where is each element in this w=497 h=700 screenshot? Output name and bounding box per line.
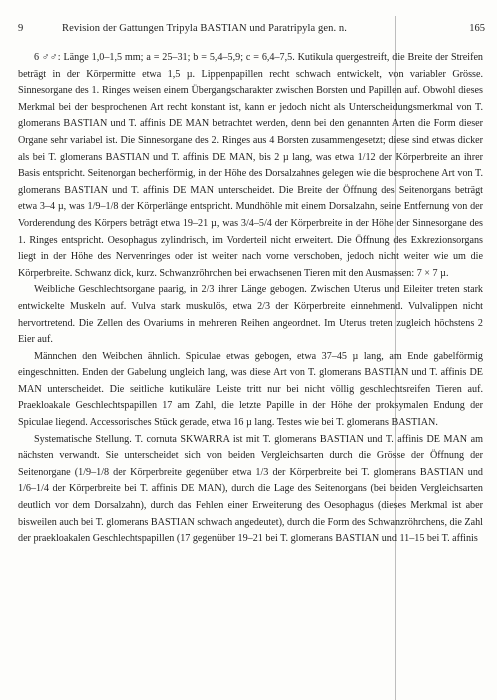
paragraph-systematic-position: Systematische Stellung. T. cornuta SKWARRA ist mit T. glomerans BASTIAN und T. affinis DE MAN am nächsten verwandt. Sie unterscheidet sich von beiden Vergleichsarten durch die Grösse der Öffnung der Seitenorgane (1/9–1/8 der Körperbreite gegenüber etwa 1/3 der Körperbreite bei T. glomerans BASTIAN und 1/6–1/4 der Körperbreite bei T. affinis DE MAN), durch die Lage des Seitenorgans (bei beiden Vergleichsarten deutlich vor dem Dorsalzahn), durch das Fehlen einer Erweiterung des Oesophagus (dieses Merkmal ist aber bisweilen auch bei T. glomerans BASTIAN schwach angedeutet), durch die Form des Schwanzröhrchens, die Zahl der praekloakalen Geschlechtspapillen (17 gegenüber 19–21 bei T. glomerans BASTIAN und 11–15 bei T. affinis xyxy=(18,433,483,545)
paragraph-male-description: 6 ♂♂: Länge 1,0–1,5 mm; a = 25–31; b = 5,4–5,9; c = 6,4–7,5. Kutikula quergestreift, die Breite der Streifen beträgt in der Körpermitte etwa 1,5 µ. Lippenpapillen recht schwach entwickelt, von variabler Grösse. Sinnesorgane des 1. Ringes weisen einem Übergangscharakter zwischen Borsten und Papillen auf. Obwohl dieses Merkmal bei der besprochenen Art recht konstant ist, kann er jedoch nicht als Unterscheidungsmerkmal von T. glomerans BASTIAN und T. affinis DE MAN betrachtet werden, denn bei den genannten Arten die Form dieser Organe sehr variabel ist. Die Sinnesorgane des 2. Ringes aus 4 Borsten zusammengesetzt; diese sind etwas dicker als bei T. glomerans BASTIAN und T. affinis DE MAN, bis 2 µ lang, was etwa 1/12 der Körperbreite an ihrer Basis entspricht. Seitenorgan becherförmig, in der Höhe des Dorsalzahnes gelegen wie die besprochene Art von T. glomerans BASTIAN und T. affinis DE MAN unterscheidet. Die Breite der Öffnung des Seitenorgans beträgt etwa 3–4 µ, was 1/9–1/8 der Körperlänge entspricht. Mundhöhle mit einem Dorsalzahn, seine Entfernung von der Vorderendung des Körpers beträgt etwa 19–21 µ, was 3/4–5/4 der Körperbreite in der Höhe der Sinnesorgane des 1. Ringes entspricht. Oesophagus zylindrisch, im Vorderteil nicht erweitert. Die Öffnung des Exkrezionsorgans liegt in der Höhe des Nervenringes oder ist weiter nach vorne verschoben, jedoch nicht weiter wie um die Körperbreite. Schwanz dick, kurz. Schwanzröhrchen bei erwachsenen Tieren mit den Ausmassen: 7 × 7 µ. xyxy=(18,52,483,279)
paragraph-female-organs: Weibliche Geschlechtsorgane paarig, in 2/3 ihrer Länge gebogen. Zwischen Uterus und Eileiter treten stark entwickelte Muskeln auf. Vulva stark muskulös, etwa 2/3 der Körperbreite einnehmend. Vulvalippen nicht hervortretend. Die Zellen des Ovariums in mehreren Reihen angeordnet. Im Uterus treten zugleich höchstens 2 Eier auf. xyxy=(18,284,483,346)
page-number-right: 165 xyxy=(469,23,485,34)
body-text xyxy=(18,50,483,698)
running-header xyxy=(18,22,485,36)
paragraph-males: Männchen den Weibchen ähnlich. Spiculae etwas gebogen, etwa 37–45 µ lang, am Ende gabelförmig eingeschnitten. Enden der Gabelung ungleich lang, was diese Art von T. glomerans BASTIAN und T. affinis DE MAN unterscheidet. Die seitliche kutikuläre Leiste tritt nur bei nicht völlig geschlechtsreifen Tieren auf. Praekloakale Geschlechtspapillen 17 am Zahl, die letzte Papille in der Höhe der proksymalen Endung der Spiculae liegend. Accessorisches Stück gerade, etwa 16 µ lang. Testes wie bei T. glomerans BASTIAN. xyxy=(18,350,483,429)
page-number-left: 9 xyxy=(18,23,24,34)
running-title: Revision der Gattungen Tripyla BASTIAN und Paratripyla gen. n. xyxy=(62,23,348,34)
